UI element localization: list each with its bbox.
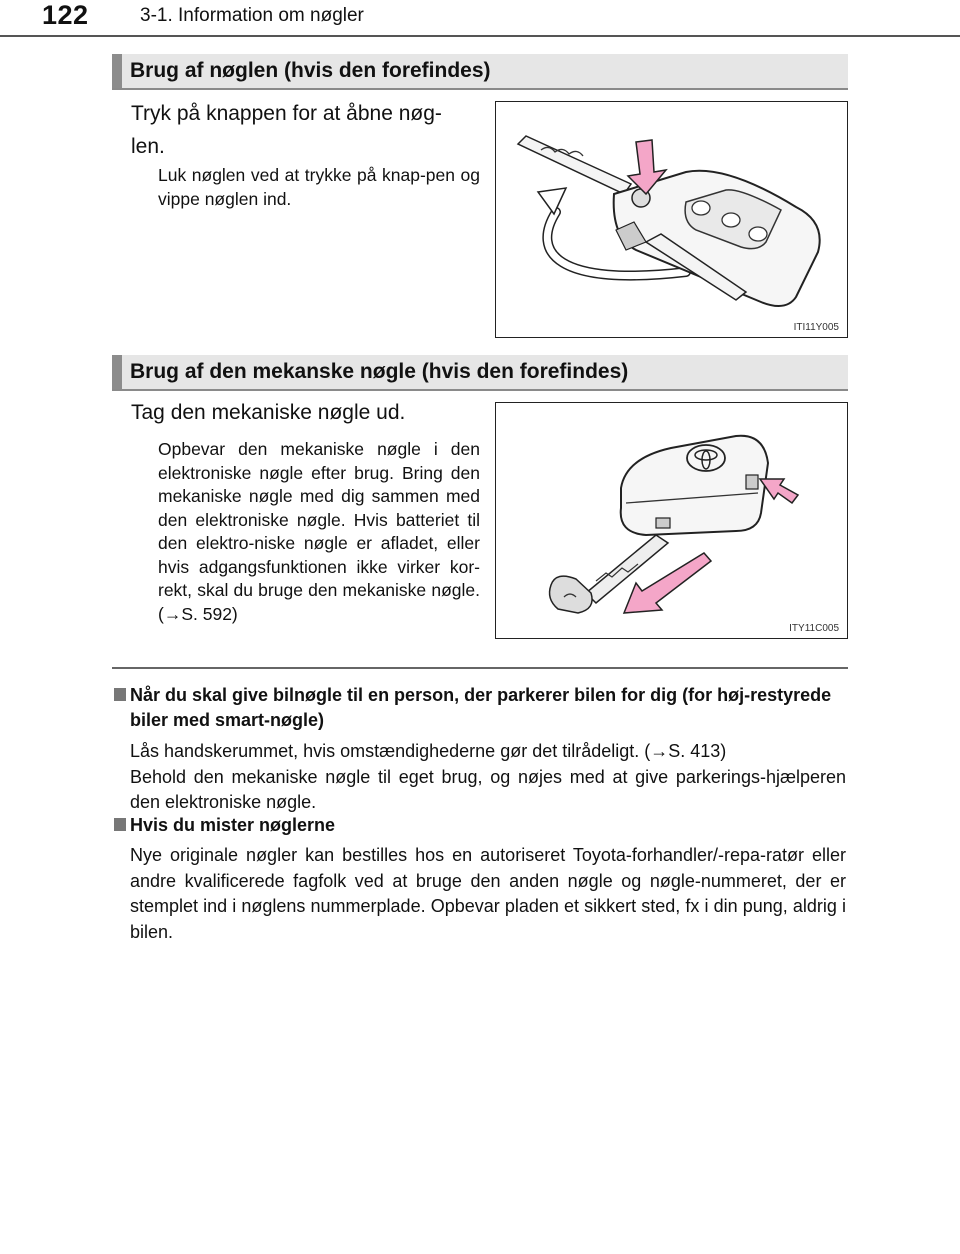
info-heading-valet: [112, 683, 852, 733]
info-heading-text: Hvis du mister nøglerne: [130, 815, 336, 835]
page-reference: S. 592): [181, 603, 238, 624]
heading-bar: [112, 54, 122, 88]
figure-mechanical-key: [495, 402, 848, 639]
arc-arrow-head-icon: [538, 188, 566, 214]
figure-flip-key: [495, 101, 848, 338]
reference-arrow-icon: →: [163, 603, 182, 624]
header-rule: [0, 35, 960, 37]
section-heading-label: Brug af den mekanske nøgle (hvis den forefindes): [130, 360, 629, 383]
figure-code: ITY11C005: [789, 623, 839, 634]
info-body-text: Lås handskerummet, hvis omstændighederne gør det tilrådeligt. (: [130, 741, 651, 761]
note-text: Opbevar den mekaniske nøgle i den elektroniske nøgle efter brug. Bring den mekaniske nøgle med dig sammen med den elektroniske nøgle. Hvis batteriet til den elektro-niske nøgle er afladet, eller hvis adgangsfunktionen ikke virker kor-rekt, skal du bruge den mekaniske nøgle. (: [158, 439, 480, 624]
page-number: 122: [42, 0, 89, 30]
reference-arrow-icon: →: [650, 741, 669, 761]
trunk-button-icon: [722, 213, 740, 227]
flip-key-illustration: [496, 102, 848, 338]
section-heading-label: Brug af nøglen (hvis den forefindes): [130, 59, 491, 82]
smart-key-illustration: [496, 403, 848, 639]
heading-bar: [112, 355, 122, 389]
info-heading-lost-keys: [112, 813, 852, 838]
release-knob-icon: [746, 475, 758, 489]
note-store-key: [158, 438, 480, 658]
info-body-line: [130, 739, 846, 765]
section-divider: [112, 667, 848, 669]
info-heading-text: Når du skal give bilnøgle til en person, der parkerer bilen for dig (for høj-restyrede biler med smart-nøgle): [130, 685, 832, 730]
square-bullet-icon: [114, 818, 126, 831]
info-body-text-2: Behold den mekaniske nøgle til eget brug, og nøjes med at give parkerings-hjælperen den elektroniske nøgle.: [130, 766, 846, 812]
instruction-line-1: Tryk på knappen for at åbne nøg-: [131, 102, 442, 125]
note-close-key: Luk nøglen ved at trykke på knap-pen og vippe nøglen ind.: [158, 165, 480, 209]
lock-button-icon: [749, 227, 767, 241]
section-heading-key-use: [112, 54, 848, 90]
unlock-button-icon: [692, 201, 710, 215]
square-bullet-icon: [114, 688, 126, 701]
instruction-remove-key: Tag den mekaniske nøgle ud.: [131, 401, 406, 424]
key-blade-icon: [518, 136, 631, 194]
figure-code: ITI11Y005: [793, 322, 839, 333]
info-body-lost-keys: Nye originale nøgler kan bestilles hos en autoriseret Toyota-forhandler/-repa-ratør eller andre kvalificerede fagfolk ved at bruge den anden nøgle og nøgle-nummeret, der er stemplet ind i nøglens nummerplade. Opbevar pladen et sikkert sted, fx i din pung, aldrig i bilen.: [130, 845, 846, 942]
instruction-line-2: len.: [131, 135, 165, 158]
chapter-title: 3-1. Information om nøgler: [140, 5, 364, 26]
info-body-valet: [130, 739, 846, 816]
section-heading-mechanical-key: [112, 355, 848, 391]
push-arrow-icon: [760, 479, 798, 503]
instruction-open-key: [131, 97, 481, 163]
page-reference: S. 413): [668, 741, 727, 761]
